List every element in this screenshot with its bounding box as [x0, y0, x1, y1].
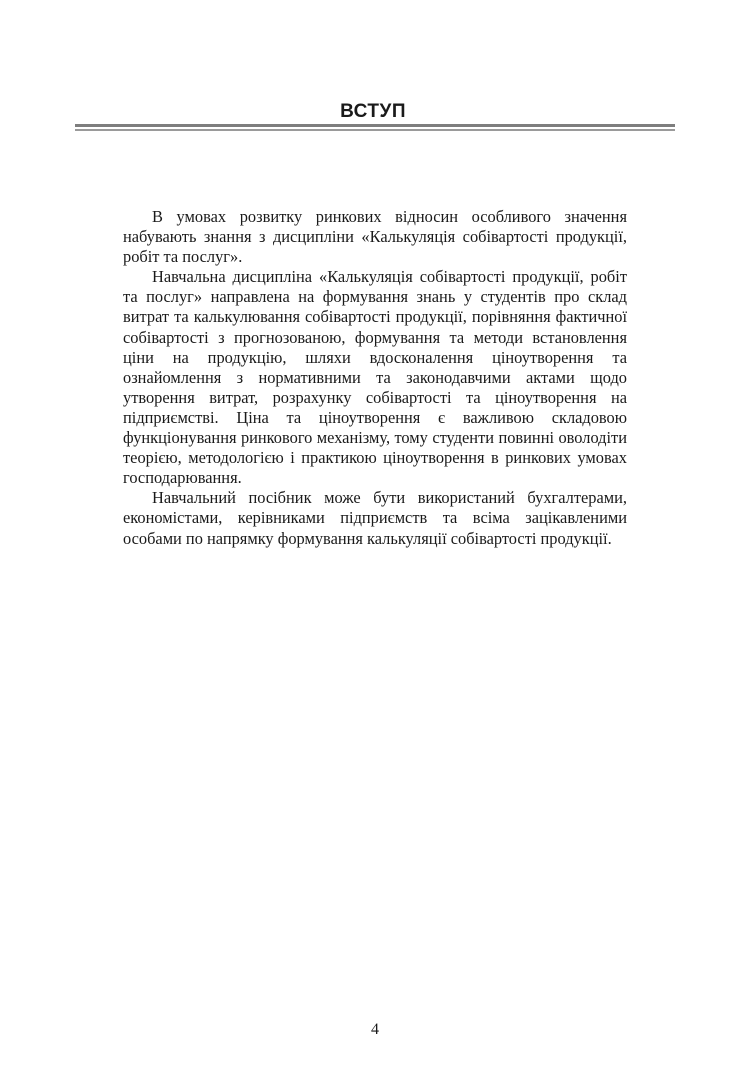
- page-number: 4: [371, 1021, 379, 1038]
- title-rule-thin: [75, 129, 675, 131]
- page-title: ВСТУП: [340, 101, 406, 122]
- paragraph-3: Навчальний посібник може бути використаний бухгалтерами, економістами, керівниками підприємств та всіма зацікавленими особами по напрямку формування калькуляції собівартості продукції.: [123, 488, 627, 548]
- paragraph-1: В умовах розвитку ринкових відносин особливого значення набувають знання з дисципліни «Калькуляція собівартості продукції, робіт та послуг».: [123, 207, 627, 267]
- body-text: [123, 207, 627, 549]
- paragraph-2: Навчальна дисципліна «Калькуляція собівартості продукції, робіт та послуг» направлена на формування знань у студентів про склад витрат та калькулювання собівартості продукції, порівняння фактичної собівартості з прогнозованою, формування та методи встановлення ціни на продукцію, шляхи вдосконалення ціноутворення та ознайомлення з нормативними та законодавчими актами щодо утворення витрат, розрахунку собівартості та ціноутворення на підприємстві. Ціна та ціноутворення є важливою складовою функціонування ринкового механізму, тому студенти повинні оволодіти теорією, методологією і практикою ціноутворення в ринкових умовах господарювання.: [123, 267, 627, 488]
- title-rule-thick: [75, 124, 675, 127]
